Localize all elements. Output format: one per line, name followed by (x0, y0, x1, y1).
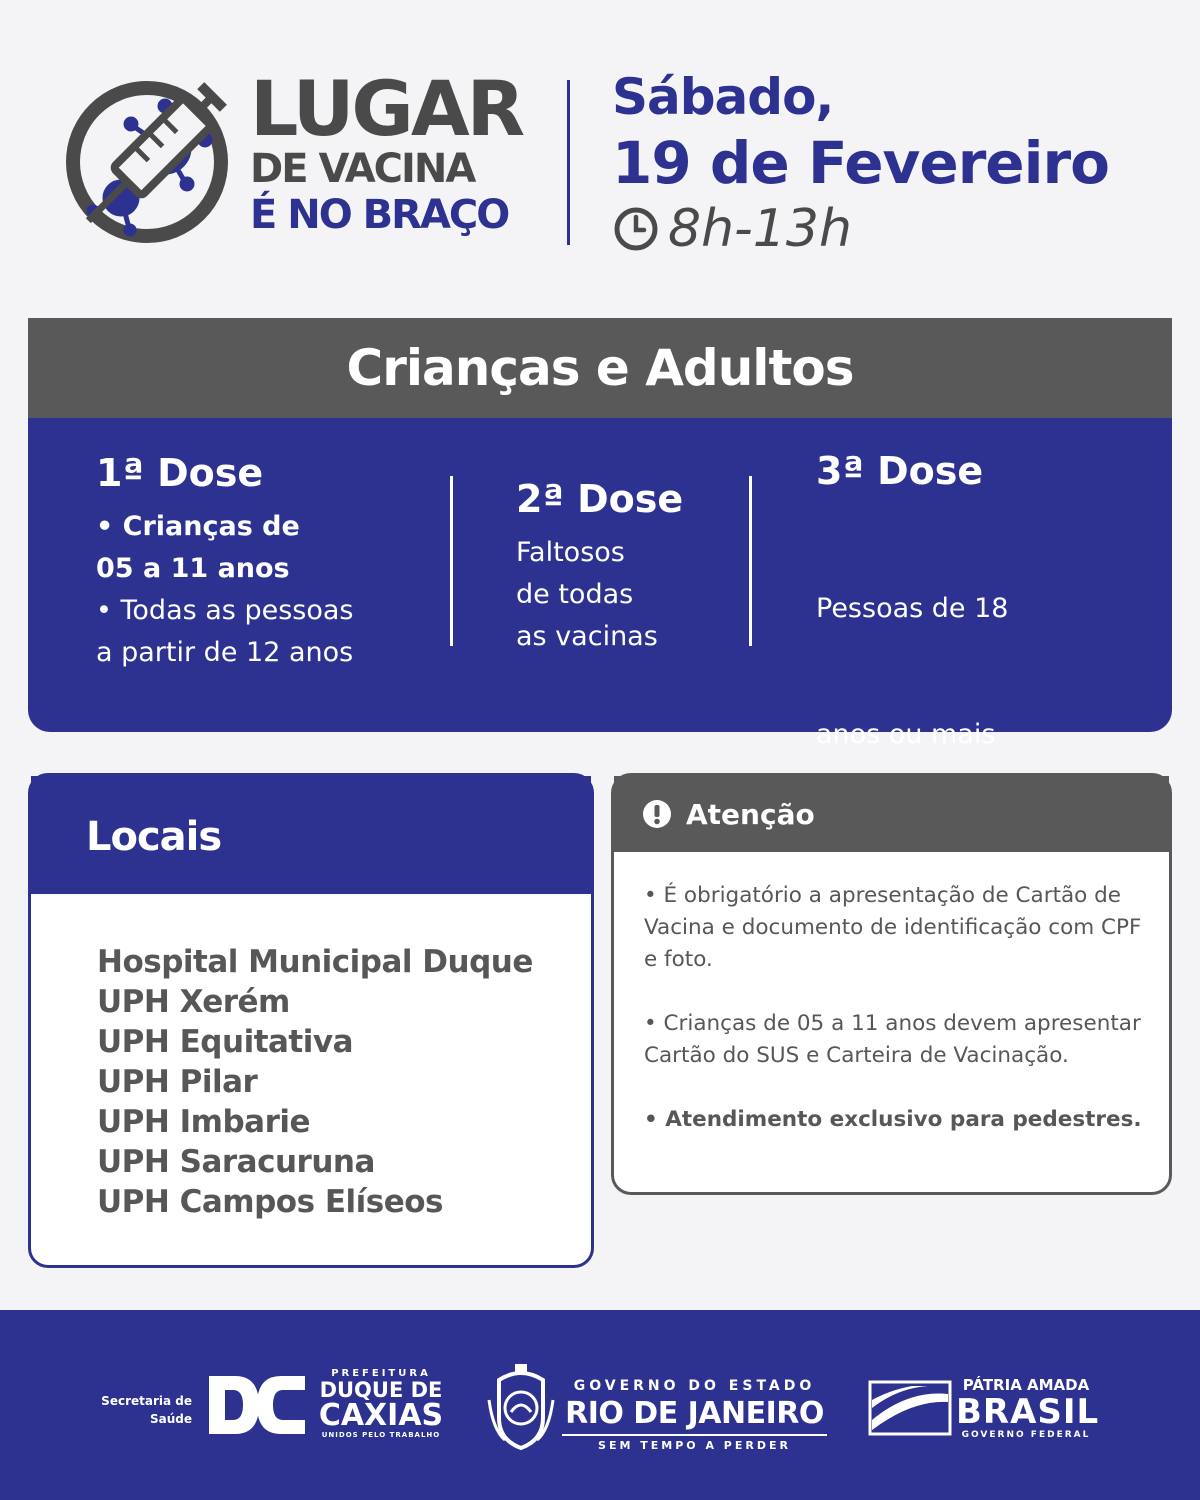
caxias-prefeitura: PREFEITURA (331, 1368, 431, 1379)
dose-first-line2: 05 a 11 anos (96, 553, 290, 584)
event-date-block (612, 66, 1192, 260)
dose-first-line3: • Todas as pessoas (96, 595, 354, 626)
dose-first-title: 1ª Dose (96, 451, 264, 495)
dose-third-line2: anos ou mais (816, 719, 996, 750)
attention-body (614, 852, 1169, 1136)
dose-third-title: 3ª Dose (816, 449, 984, 493)
brasil-governo-federal: GOVERNO FEDERAL (961, 1430, 1091, 1440)
duque-de-caxias-logo-text (316, 1368, 446, 1439)
campaign-logo-text (250, 64, 540, 238)
attention-item-documents: • É obrigatório a apresentação de Cartão de Vacina e documento de identificação com CPF e foto. (644, 883, 1142, 972)
event-time-row (612, 198, 1192, 260)
locations-list (31, 894, 591, 1222)
attention-title: Atenção (686, 797, 815, 831)
attention-panel (611, 773, 1172, 1195)
brasil-name: BRASIL (956, 1392, 1100, 1432)
dose-second-line2: de todas (516, 579, 634, 610)
caxias-slogan: UNIDOS PELO TRABALHO (321, 1431, 441, 1439)
doses-panel (28, 318, 1172, 750)
location-item: UPH Saracuruna (97, 1144, 375, 1180)
dose-separator-1 (450, 476, 453, 646)
logo-line-lugar: LUGAR (250, 64, 523, 153)
dose-second-text (516, 532, 756, 658)
header (0, 0, 1200, 300)
header-divider (567, 80, 570, 245)
locations-title: Locais (86, 814, 222, 860)
dose-first-text (96, 506, 456, 674)
dose-first-column (96, 450, 456, 674)
syringe-virus-icon (55, 70, 235, 250)
location-item: UPH Xerém (97, 984, 290, 1020)
location-item: UPH Campos Elíseos (97, 1184, 443, 1220)
event-date: 19 de Fevereiro (612, 129, 1109, 197)
rj-name: RIO DE JANEIRO (562, 1396, 827, 1436)
dose-second-line1: Faltosos (516, 537, 625, 568)
attention-item-children: • Crianças de 05 a 11 anos devem apresentar Cartão do SUS e Carteira de Vacinação. (644, 1011, 1141, 1068)
footer-sponsors (0, 1310, 1200, 1500)
clock-icon (612, 205, 660, 253)
doses-panel-header (28, 318, 1172, 418)
dose-second-line3: as vacinas (516, 621, 658, 652)
locations-panel-header (31, 776, 591, 894)
locations-panel (28, 773, 594, 1268)
dose-third-line1: Pessoas de 18 (816, 593, 1009, 624)
logo-line-de-vacina: DE VACINA (250, 146, 475, 192)
location-item: Hospital Municipal Duque (97, 944, 533, 980)
dose-separator-2 (749, 476, 752, 646)
dose-first-line1: • Crianças de (96, 511, 300, 542)
doses-panel-title: Crianças e Adultos (346, 339, 854, 397)
brasil-flag-logo-icon (868, 1380, 952, 1436)
rj-governo-label: GOVERNO DO ESTADO (573, 1378, 816, 1394)
secretaria-line1: Secretaria de (101, 1394, 192, 1408)
brasil-patria-amada: PÁTRIA AMADA (962, 1376, 1090, 1394)
attention-panel-header (614, 776, 1169, 852)
dose-second-column (516, 476, 756, 658)
rio-de-janeiro-logo-text (562, 1376, 827, 1456)
exclamation-icon (642, 799, 672, 829)
location-item: UPH Equitativa (97, 1024, 354, 1060)
duque-de-caxias-dc-logo (205, 1372, 310, 1438)
event-time: 8h-13h (668, 199, 852, 259)
caxias-name-line1: DUQUE DE (319, 1378, 443, 1402)
secretaria-saude-label (100, 1392, 192, 1428)
rio-de-janeiro-crest-icon (485, 1360, 557, 1452)
location-item: UPH Imbarie (97, 1104, 311, 1140)
logo-line-no-braco: É NO BRAÇO (250, 192, 509, 238)
caxias-name-line2: CAXIAS (318, 1398, 444, 1433)
rj-slogan: SEM TEMPO A PERDER (598, 1439, 791, 1452)
secretaria-line2: Saúde (149, 1412, 192, 1426)
brasil-logo-text (956, 1376, 1100, 1440)
location-item: UPH Pilar (97, 1064, 258, 1100)
dose-first-line4: a partir de 12 anos (96, 637, 354, 668)
event-weekday: Sábado, (612, 68, 834, 126)
dose-second-title: 2ª Dose (516, 477, 684, 521)
attention-item-pedestrians: • Atendimento exclusivo para pedestres. (644, 1107, 1142, 1132)
